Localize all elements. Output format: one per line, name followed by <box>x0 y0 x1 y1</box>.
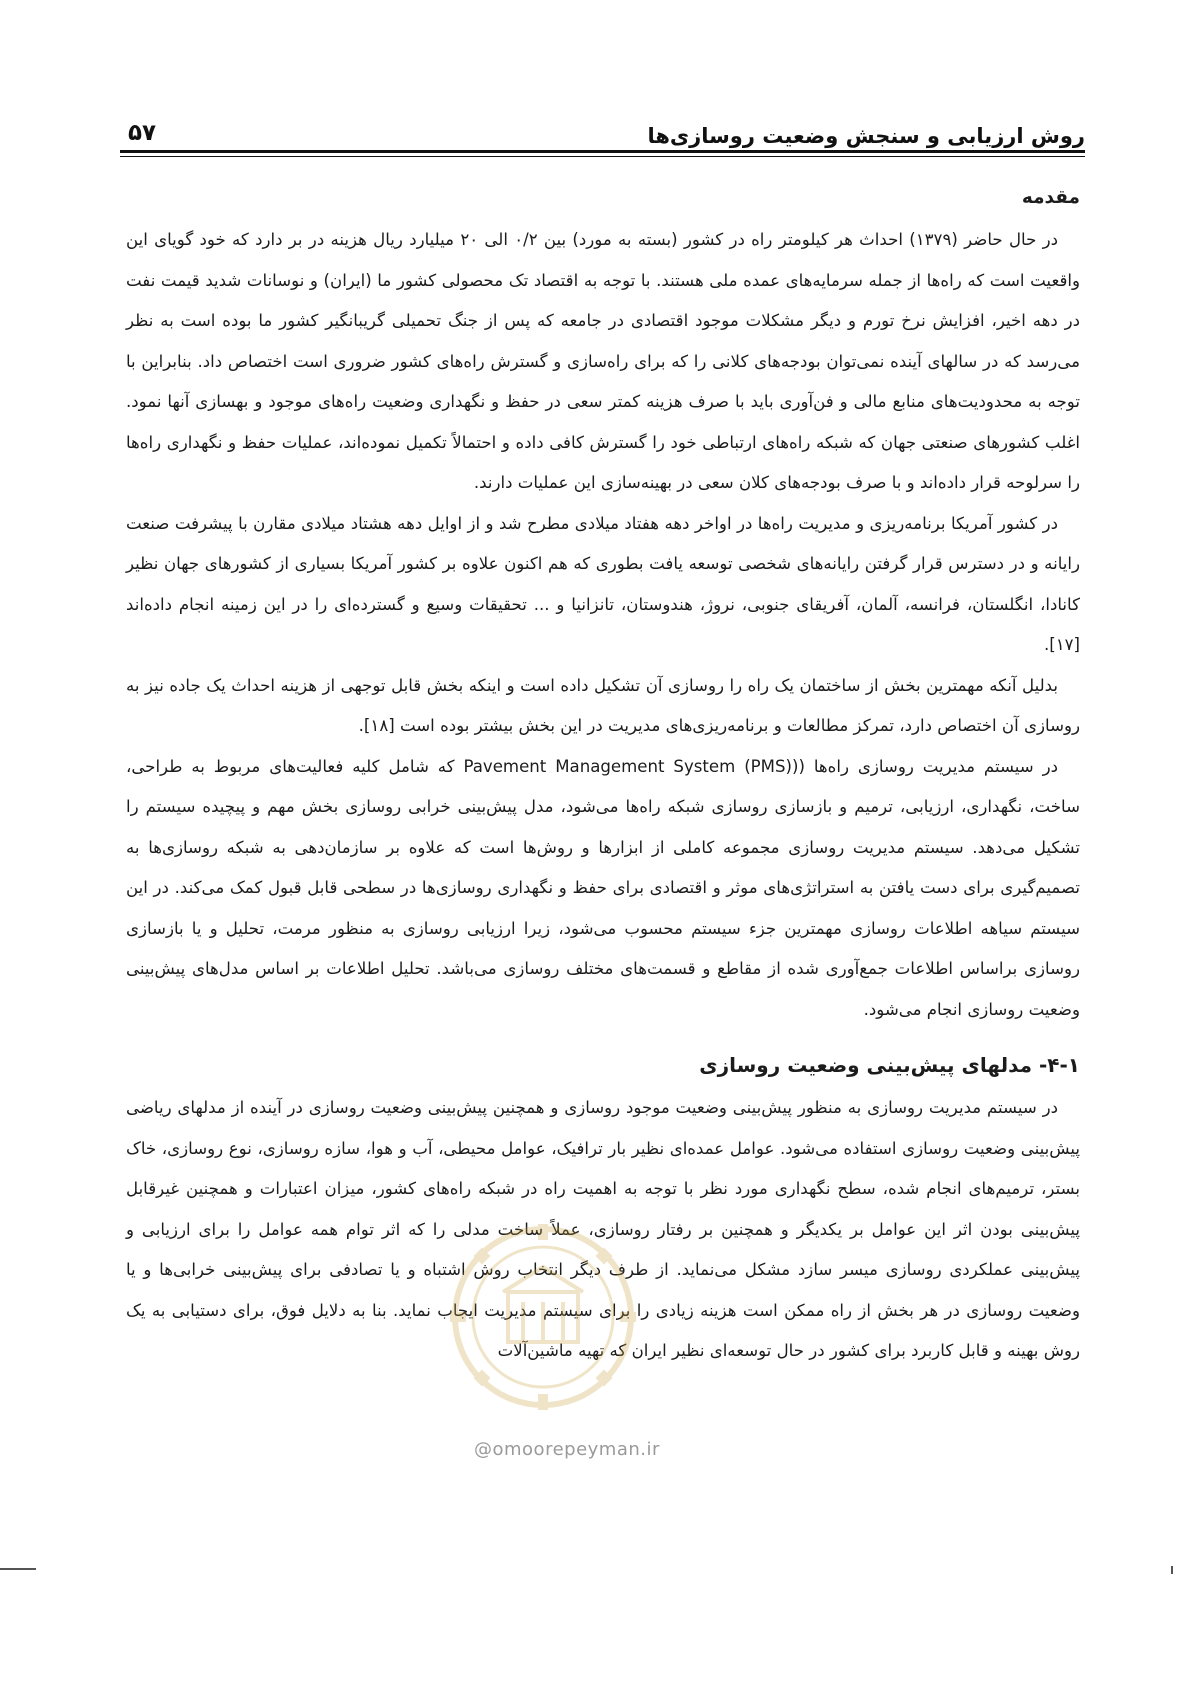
intro-heading: مقدمه <box>1021 187 1080 208</box>
section-paragraph-1: در سیستم مدیریت روسازی به منظور پیش‌بینی وضعیت موجود روسازی و همچنین پیش‌بینی وضعیت روسازی در آینده از مدلهای ریاضی پیش‌بینی وضعیت روسازی استفاده می‌شود. عوامل عمده‌ای نظیر بار ترافیک، عوامل محیطی، آب و هوا، سازه روسازی، نوع روسازی، خاک بستر، ترمیم‌های انجام شده، سطح نگهداری مورد نظر با توجه به اهمیت راه در شبکه راه‌های کشور، میزان اعتبارات و همچنین غیرقابل پیش‌بینی بودن اثر این عوامل بر یکدیگر و همچنین بر رفتار روسازی، عملاً ساخت مدلی را که اثر توام همه عوامل را برای ارزیابی و پیش‌بینی عملکردی روسازی میسر سازد مشکل می‌نماید. از طرف دیگر انتخاب روش اشتباه و یا تصادفی برای پیش‌بینی خرابی‌ها و یا وضعیت روسازی در هر بخش از راه ممکن است هزینه زیادی را برای سیستم مدیریت ایجاب نماید. بنا به دلایل فوق، برای دستیابی به یک روش بهینه و قابل کاربرد برای کشور در حال توسعه‌ای نظیر ایران که تهیه ماشین‌آلات <box>126 1098 1080 1360</box>
intro-paragraph-4: در سیستم مدیریت روسازی راه‌ها ((Pavement Management System (PMS) که شامل کلیه فعالیت‌های مربوط به طراحی، ساخت، نگهداری، ارزیابی، ترمیم و بازسازی روسازی شبکه راه‌ها می‌شود، مدل پیش‌بینی خرابی روسازی بخش مهم و پیچیده سیستم را تشکیل می‌دهد. سیستم مدیریت روسازی مجموعه کاملی از ابزارها و روش‌ها است که علاوه بر سازمان‌دهی به شبکه روسازی‌ها به تصمیم‌گیری برای دست یافتن به استراتژی‌های موثر و اقتصادی برای حفظ و نگهداری روسازی‌ها در سطحی قابل قبول کمک می‌کند. در این سیستم سیاهه اطلاعات روسازی مهمترین جزء سیستم محسوب می‌شود، زیرا ارزیابی روسازی به منظور مرمت، تحلیل و یا بازسازی روسازی براساس اطلاعات جمع‌آوری شده از مقاطع و قسمت‌های مختلف روسازی می‌باشد. تحلیل اطلاعات بر اساس مدل‌های پیش‌بینی وضعیت روسازی انجام می‌شود. <box>126 756 1080 1019</box>
header-rule-thick <box>120 150 1085 153</box>
running-title: روش ارزیابی و سنجش وضعیت روسازی‌ها <box>647 124 1085 148</box>
watermark-site-text: @omoorepeyman.ir <box>474 1439 660 1460</box>
intro-paragraph-3: بدلیل آنکه مهمترین بخش از ساختمان یک راه را روسازی آن تشکیل داده است و اینکه بخش قابل توجهی از هزینه احداث یک جاده نیز به روسازی آن اختصاص دارد، تمرکز مطالعات و برنامه‌ریزی‌های مدیریت در این بخش بیشتر بوده است [۱۸]. <box>126 675 1080 735</box>
page-header <box>120 110 1085 154</box>
page-number: ۵۷ <box>128 120 157 146</box>
page-body <box>126 176 1080 1372</box>
scan-mark-left <box>0 1568 36 1570</box>
intro-paragraph-2: در کشور آمریکا برنامه‌ریزی و مدیریت راه‌ها در اواخر دهه هفتاد میلادی مطرح شد و از اوایل دهه هشتاد میلادی مقارن با پیشرفت صنعت رایانه و در دسترس قرار گرفتن رایانه‌های شخصی توسعه یافت بطوری که هم اکنون علاوه بر کشور آمریکا بسیاری از کشورهای جهان نظیر کانادا، انگلستان، فرانسه، آلمان، آفریقای جنوبی، نروژ، هندوستان، تانزانیا و ... تحقیقات وسیع و گسترده‌ای را در این زمینه انجام داده‌اند [۱۷]. <box>126 513 1080 654</box>
header-rule-thin <box>120 156 1085 157</box>
scan-mark-right <box>1171 1566 1173 1574</box>
section-heading: ۴-۱- مدلهای پیش‌بینی وضعیت روسازی <box>699 1053 1080 1077</box>
intro-paragraph-1: در حال حاضر (۱۳۷۹) احداث هر کیلومتر راه در کشور (بسته به مورد) بین ۰/۲ الی ۲۰ میلیارد ریال هزینه در بر دارد که خود گویای این واقعیت است که راه‌ها از جمله سرمایه‌های عمده ملی هستند. با توجه به اقتصاد تک محصولی کشور ما (ایران) و نوسانات شدید قیمت نفت در دهه اخیر، افزایش نرخ تورم و دیگر مشکلات موجود اقتصادی در جامعه که پس از جنگ تحمیلی گریبانگیر کشور ما بوده است به نظر می‌رسد که در سالهای آینده نمی‌توان بودجه‌های کلانی را که برای راه‌سازی و گسترش راه‌های کشور ضروری است اختصاص داد. بنابراین با توجه به محدودیت‌های منابع مالی و فن‌آوری باید با صرف هزینه کمتر سعی در حفظ و نگهداری وضعیت راه‌های موجود و بهسازی آنها نمود. اغلب کشورهای صنعتی جهان که شبکه راه‌های ارتباطی خود را گسترش کافی داده و احتمالاً تکمیل نموده‌اند، عملیات حفظ و نگهداری راه‌ها را سرلوحه قرار داده‌اند و با صرف بودجه‌های کلان سعی در بهینه‌سازی این عملیات دارند. <box>126 230 1080 492</box>
